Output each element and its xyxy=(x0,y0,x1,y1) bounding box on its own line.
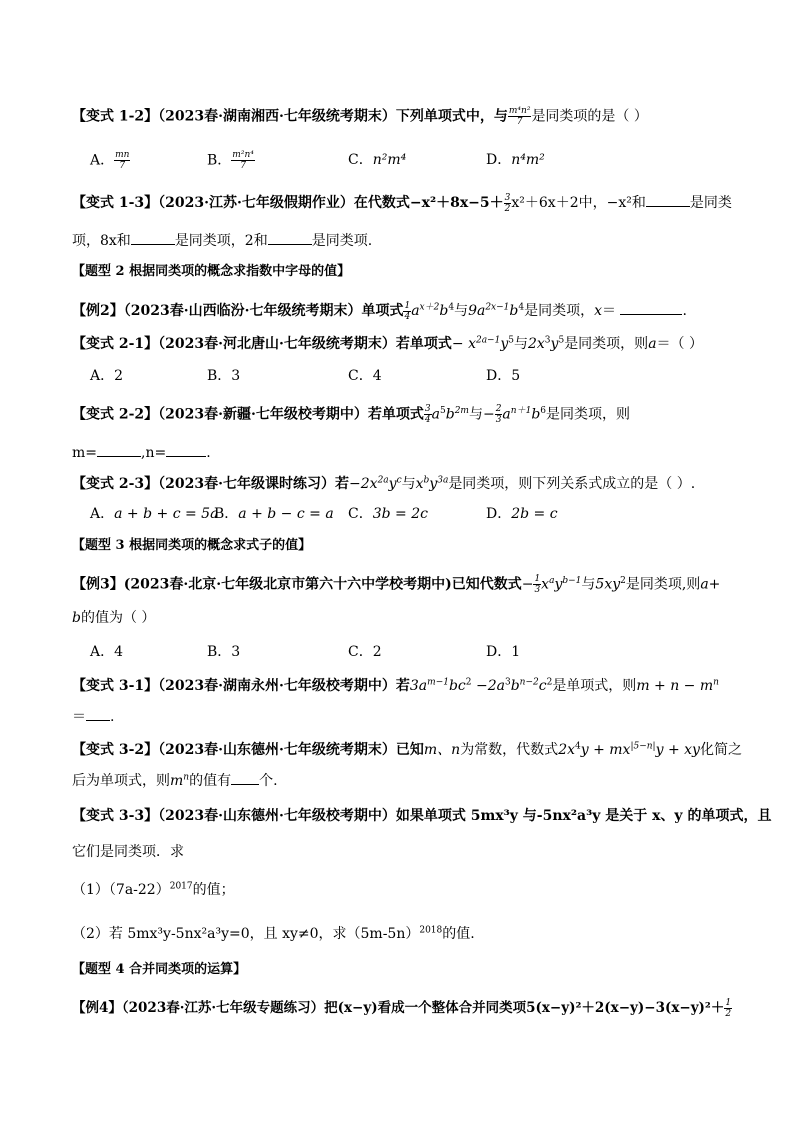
option-a[interactable]: A．2 xyxy=(90,368,124,384)
example-2: 【例2】（2023春·山西临汾·七年级统考期末）单项式 $\frac{1}{4}$ $a^{x+2}b^4$与$9a^{2x-1}b^4$是同类项，x＝ . xyxy=(72,300,687,322)
option-c[interactable]: C．n²m⁴ xyxy=(348,152,407,168)
question-v2-1: 【变式 2-1】（2023春·河北唐山·七年级统考期末）若单项式− $x^{2a-1}y^5$与$2x^3y^5$是同类项，则a＝（ ） xyxy=(72,335,703,352)
option-c[interactable]: C．4 xyxy=(348,368,382,384)
answer-blank[interactable] xyxy=(86,706,110,721)
question-text: 【变式 1-2】（2023春·湖南湘西·七年级统考期末）下列单项式中，与 xyxy=(72,108,508,125)
question-v1-3: 【变式 1-3】（2023·江苏·七年级假期作业）在代数式−x²＋8x−5＋ $\frac{3}{2}$ x²＋6x＋2中，−x²和 是同类 xyxy=(72,192,732,214)
subquestion-1: $(1)(7a-22)^{2017}$的值； xyxy=(72,881,235,898)
option-b[interactable]: B．3 xyxy=(207,368,241,384)
option-c[interactable]: C．2 xyxy=(348,644,382,660)
section-heading-4: 【题型 4 合并同类项的运算】 xyxy=(72,962,247,977)
example-4: 【例4】（2023春·江苏·七年级专题练习）把(x−y)看成一个整体合并同类项5(x−y)²＋2(x−y)−3(x−y)²＋ $\frac{1}{2}$ xyxy=(72,998,732,1019)
option-d[interactable]: D．5 xyxy=(486,368,521,384)
question-v3-2-cont: 后为单项式，则$m^n$的值有 个. xyxy=(72,770,278,791)
question-v1-3-cont: 项，8x和 是同类项，2和 是同类项. xyxy=(72,230,372,251)
option-b[interactable]: B． $\frac{\text{m²n⁴}}{7}$ xyxy=(207,150,254,171)
option-b[interactable]: B．3 xyxy=(207,644,241,660)
example-3: 【例3】(2023春·北京·七年级北京市第六十六中学校考期中)已知代数式− $\frac{1}{3}$ $x^ay^{b-1}$与$5xy^2$是同类项,则a+ xyxy=(72,574,721,595)
subquestion-2: （2）若 5mx³y-5nx²a³y=0，且 xy≠0，求$(5m-5n)^{2018}$的值. xyxy=(72,925,475,942)
answer-blank[interactable] xyxy=(268,230,312,245)
answer-blank[interactable] xyxy=(166,442,206,457)
question-v3-3-cont: 它们是同类项．求 xyxy=(72,844,184,860)
option-d[interactable]: D．1 xyxy=(486,644,521,660)
fraction: $\frac{\text{m⁴n²}}{7}$ xyxy=(508,106,531,127)
example-3-cont: b的值为（ ） xyxy=(72,610,156,626)
answer-blank[interactable] xyxy=(131,230,175,245)
question-v3-1: 【变式 3-1】（2023春·湖南永州·七年级校考期中）若$3a^{m-1}bc^2 -2a^3b^{n-2}c^2$是单项式，则$m + n - m^n$ xyxy=(72,677,719,694)
question-v1-2 xyxy=(72,106,648,127)
answer-blank[interactable] xyxy=(231,770,259,785)
question-v3-3: 【变式 3-3】（2023春·山东德州·七年级校考期中）如果单项式 5mx³y 与-5nx²a³y 是关于 x、y 的单项式，且 xyxy=(72,808,772,824)
section-heading-2: 【题型 2 根据同类项的概念求指数中字母的值】 xyxy=(72,264,351,279)
question-v3-2: 【变式 3-2】（2023春·山东德州·七年级统考期末）已知m、n为常数，代数式$2x^4y + mx^{|5-n|}y$ + xy化简之 xyxy=(72,741,742,758)
answer-blank[interactable] xyxy=(97,442,141,457)
question-v2-3: 【变式 2-3】（2023春·七年级课时练习）若$-2x^{2a}y^c$与$x^by^{3a}$是同类项，则下列关系式成立的是（ ）. xyxy=(72,475,696,492)
question-v2-2: 【变式 2-2】（2023春·新疆·七年级校考期中）若单项式 $\frac{3}{4}$ $a^5b^{2m}$与− $\frac{2}{3}$ $a^{n+1}b^6$是同类项，则 xyxy=(72,404,631,425)
question-v2-2-cont: m= ,n= . xyxy=(72,442,211,463)
option-a[interactable]: A．a + b + c = 5a xyxy=(90,506,219,522)
option-c[interactable]: C．3b = 2c xyxy=(348,506,428,522)
question-tail: 是同类项的是（ ） xyxy=(531,108,648,125)
question-v3-1-cont: ＝ . xyxy=(72,706,114,727)
answer-blank[interactable] xyxy=(646,192,690,207)
answer-blank[interactable] xyxy=(620,300,682,315)
section-heading-3: 【题型 3 根据同类项的概念求式子的值】 xyxy=(72,538,312,553)
option-a[interactable]: A． $\frac{mn}{7}$ xyxy=(90,150,130,171)
option-a[interactable]: A．4 xyxy=(90,644,124,660)
option-d[interactable]: D．2b = c xyxy=(486,506,558,522)
option-b[interactable]: B．a + b − c = a xyxy=(214,506,334,522)
option-d[interactable]: D．n⁴m² xyxy=(486,152,545,168)
